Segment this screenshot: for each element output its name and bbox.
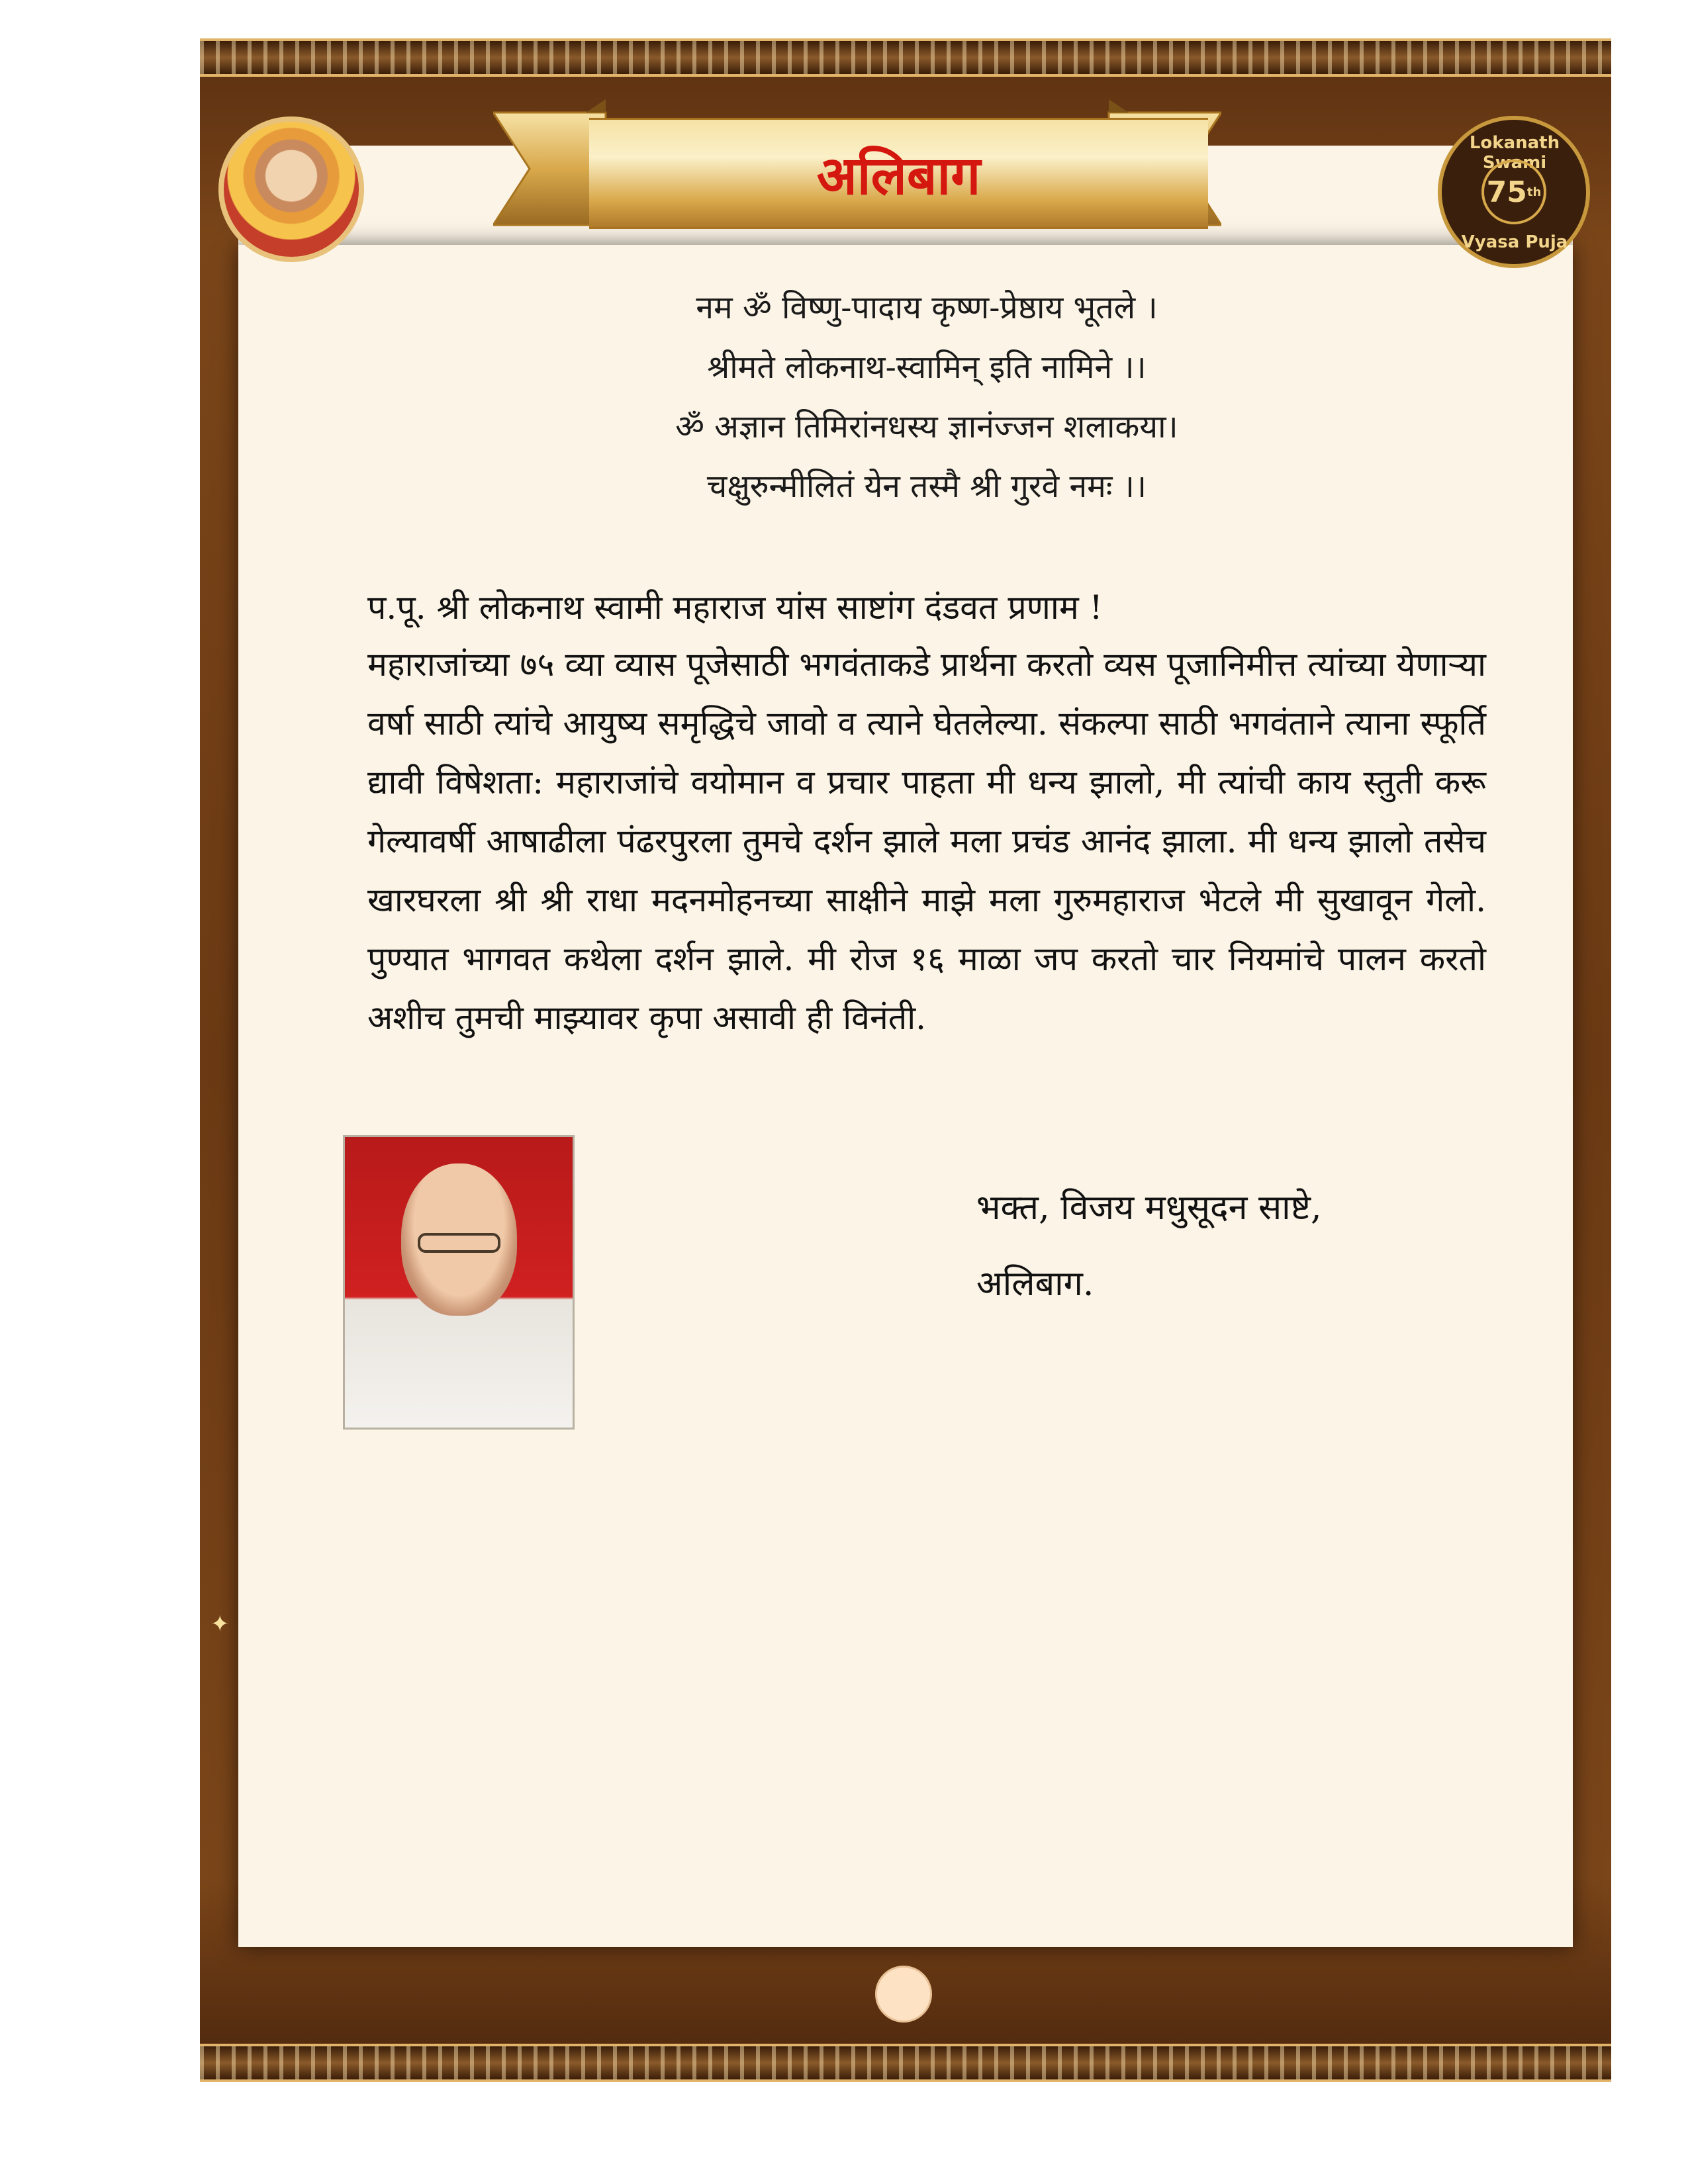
mantra-verse xyxy=(463,278,1390,516)
guru-portrait-medallion xyxy=(218,116,364,262)
signature-block xyxy=(976,1170,1322,1322)
photo-glasses xyxy=(418,1233,500,1253)
page-indicator-dot xyxy=(875,1966,932,2023)
ribbon-center xyxy=(589,118,1208,229)
mantra-line: ॐ अज्ञान तिमिरांनधस्य ज्ञानंज्जन शलाकया। xyxy=(675,408,1178,445)
mantra-line: नम ॐ विष्णु-पादाय कृष्ण-प्रेष्ठाय भूतले । xyxy=(696,289,1158,326)
badge-number-value: 75 xyxy=(1486,175,1527,209)
signature-name: भक्त, विजय मधुसूदन साष्टे, xyxy=(976,1188,1322,1228)
salutation: प.पू. श्री लोकनाथ स्वामी महाराज यांस साष्टांग दंडवत प्रणाम ! xyxy=(367,588,1103,627)
letter-body: महाराजांच्या ७५ व्या व्यास पूजेसाठी भगवंताकडे प्रार्थना करतो व्यस पूजानिमीत्त त्यांच्या येणाऱ्या वर्षा साठी त्यांचे आयुष्य समृद्धिचे जावो व त्याने घेतलेल्या. संकल्पा साठी भगवंताने त्याना स्फूर्ति द्यावी विषेशता: महाराजांचे वयोमान व प्रचार पाहता मी धन्य झालो, मी त्यांची काय स्तुती करू गेल्यावर्षी आषाढीला पंढरपुरला तुमचे दर्शन झाले मला प्रचंड आनंद झाला. मी धन्य झालो तसेच खारघरला श्री श्री राधा मदनमोहनच्या साक्षीने माझे मला गुरुमहाराज भेटले मी सुखावून गेलो. पुण्यात भागवत कथेला दर्शन झाले. मी रोज १६ माळा जप करतो चार नियमांचे पालन करतो अशीच तुमची माझ्यावर कृपा असावी ही विनंती. xyxy=(367,645,1486,1037)
signature-place: अलिबाग. xyxy=(976,1264,1094,1304)
ornamental-border-bottom xyxy=(200,2044,1611,2082)
devotee-photo xyxy=(343,1135,575,1430)
badge-superscript: th xyxy=(1526,185,1542,199)
badge-number xyxy=(1481,159,1546,224)
badge-top-text: Lokanath Swami xyxy=(1469,133,1560,173)
page-title: अलिबाग xyxy=(816,144,981,206)
mantra-line: श्रीमते लोकनाथ-स्वामिन् इति नामिने ।। xyxy=(707,349,1147,386)
ornamental-border-top xyxy=(200,38,1611,77)
sparkle-icon: ✦ xyxy=(211,1611,230,1637)
mantra-line: चक्षुरुन्मीलितं येन तस्मै श्री गुरवे नमः ।। xyxy=(706,468,1147,505)
badge-bottom-text: Vyasa Puja xyxy=(1461,232,1568,252)
vyasa-puja-badge xyxy=(1438,116,1590,268)
